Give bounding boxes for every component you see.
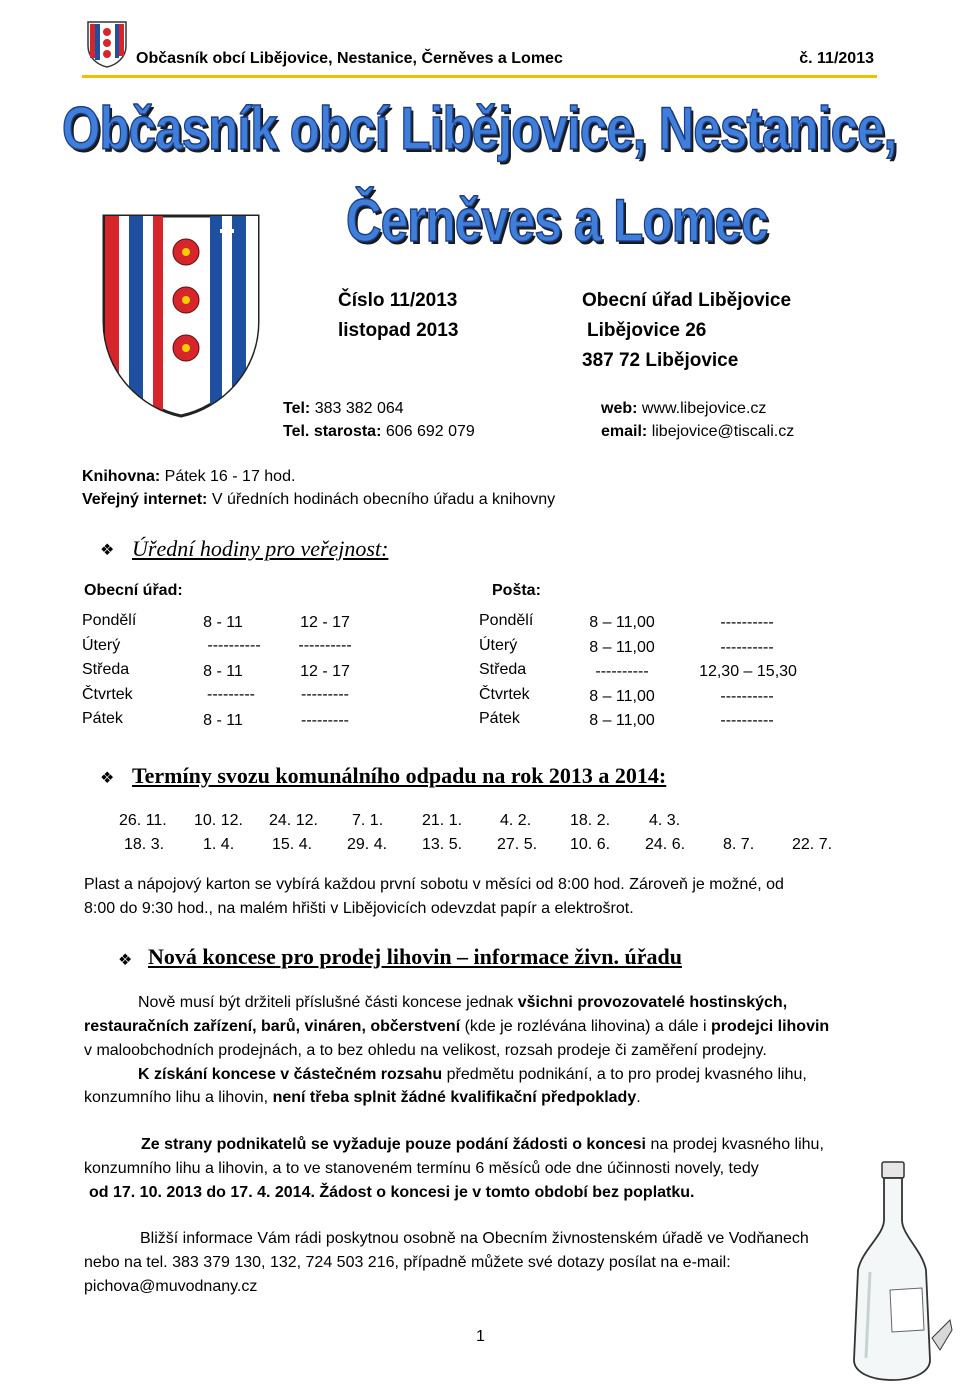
web-line: web: www.libejovice.cz (601, 400, 767, 417)
waste-date: 18. 2. (570, 812, 611, 829)
issue-date: listopad 2013 (338, 320, 459, 341)
office-street: Libějovice 26 (587, 320, 707, 341)
email-link[interactable]: libejovice@tiscali.cz (647, 423, 795, 440)
office-pm: ---------- (298, 637, 352, 654)
post-am: 8 – 11,00 (589, 688, 655, 705)
web-link[interactable]: www.libejovice.cz (637, 400, 767, 417)
office-am: --------- (207, 686, 255, 703)
post-pm: ---------- (720, 688, 774, 705)
waste-date: 29. 4. (347, 836, 388, 853)
waste-date: 4. 2. (500, 812, 532, 829)
license-p1-line3: v maloobchodních prodejnách, a to bez ohledu na velikost, rozsah prodeje či zaměření prodejny. (84, 1042, 767, 1059)
issue-number: Číslo 11/2013 (338, 290, 458, 311)
office-am: ---------- (207, 637, 261, 654)
office-am: 8 - 11 (203, 614, 243, 631)
post-pm: ---------- (720, 712, 774, 729)
waste-date: 4. 3. (649, 812, 681, 829)
post-day: Pátek (479, 710, 520, 727)
office-table-title: Obecní úřad: (84, 582, 183, 599)
license-p4-line1: Bližší informace Vám rádi poskytnou osobně na Obecním živnostenském úřadě ve Vodňanech (140, 1230, 809, 1247)
office-city: 387 72 Libějovice (582, 350, 739, 371)
header-issue: č. 11/2013 (799, 50, 874, 67)
office-name: Obecní úřad Libějovice (582, 290, 792, 311)
waste-date: 10. 6. (570, 836, 611, 853)
office-day: Pondělí (82, 612, 137, 629)
office-pm: --------- (301, 712, 349, 729)
post-day: Pondělí (479, 612, 534, 629)
header-title: Občasník obcí Libějovice, Nestanice, Černěves a Lomec (136, 50, 563, 67)
header-rule (82, 75, 877, 78)
waste-date: 27. 5. (497, 836, 538, 853)
internet-line: Veřejný internet: V úředních hodinách obecního úřadu a knihovny (82, 491, 556, 508)
waste-heading: Termíny svozu komunálního odpadu na rok 2013 a 2014: (132, 763, 667, 788)
post-am: 8 – 11,00 (589, 639, 655, 656)
diamond-bullet-icon: ❖ (100, 770, 115, 787)
license-p4-line2: nebo na tel. 383 379 130, 132, 724 503 216, případně můžete své dotazy posílat na e-mail: (84, 1254, 731, 1271)
tel-line: Tel: 383 382 064 (283, 400, 404, 417)
office-hours-heading: Úřední hodiny pro veřejnost: (132, 536, 389, 561)
waste-date: 8. 7. (723, 836, 755, 853)
library-line: Knihovna: Pátek 16 - 17 hod. (82, 468, 296, 485)
waste-date: 13. 5. (422, 836, 463, 853)
diamond-bullet-icon: ❖ (118, 952, 133, 969)
post-day: Úterý (479, 637, 518, 654)
post-pm: ---------- (720, 614, 774, 631)
waste-note-line2: 8:00 do 9:30 hod., na malém hřišti v Libějovicích odevzdat papír a elektrošrot. (84, 900, 634, 917)
license-heading: Nová koncese pro prodej lihovin – informace živn. úřadu (148, 944, 682, 969)
starosta-line: Tel. starosta: 606 692 079 (283, 423, 475, 440)
contact-email-link[interactable]: pichova@muvodnany.cz (84, 1278, 258, 1295)
post-am: ---------- (595, 663, 649, 680)
waste-date: 21. 1. (422, 812, 463, 829)
masthead-line2: Černěves a Lomec (346, 187, 768, 254)
office-day: Úterý (82, 637, 121, 654)
waste-note-line1: Plast a nápojový karton se vybírá každou první sobotu v měsíci od 8:00 hod. Zároveň je možné, od (84, 876, 784, 893)
office-day: Středa (82, 661, 130, 678)
diamond-bullet-icon: ❖ (100, 542, 115, 559)
post-pm: ---------- (720, 639, 774, 656)
email-line: email: libejovice@tiscali.cz (601, 423, 795, 440)
waste-date: 1. 4. (203, 836, 235, 853)
license-p3-line1: Ze strany podnikatelů se vyžaduje pouze podání žádosti o koncesi na prodej kvasného lihu, (141, 1136, 824, 1153)
license-p2-line1: K získání koncese v částečném rozsahu předmětu podnikání, a to pro prodej kvasného lihu, (138, 1066, 807, 1083)
masthead-line1: Občasník obcí Libějovice, Nestanice, (62, 95, 897, 162)
post-am: 8 – 11,00 (589, 614, 655, 631)
license-p3-line2: konzumního lihu a lihovin, a to ve stanoveném termínu 6 měsíců ode dne účinnosti novely, tedy (84, 1160, 759, 1177)
waste-date: 26. 11. (119, 812, 167, 829)
post-table-title: Pošta: (492, 582, 541, 599)
license-p1-line2: restauračních zařízení, barů, vináren, občerstvení (kde je rozlévána lihovina) a dále i prodejci lihovin (84, 1018, 830, 1035)
post-day: Čtvrtek (479, 686, 530, 703)
post-am: 8 – 11,00 (589, 712, 655, 729)
office-am: 8 - 11 (203, 712, 243, 729)
office-pm: --------- (301, 686, 349, 703)
waste-date: 22. 7. (792, 836, 833, 853)
license-p2-line2: konzumního lihu a lihovin, není třeba splnit žádné kvalifikační předpoklady. (84, 1089, 641, 1106)
crest-small-icon (86, 20, 128, 68)
post-pm: 12,30 – 15,30 (699, 663, 797, 680)
page-number: 1 (476, 1328, 485, 1345)
office-pm: 12 - 17 (300, 663, 350, 680)
waste-date: 10. 12. (194, 812, 243, 829)
waste-date: 24. 6. (645, 836, 686, 853)
office-pm: 12 - 17 (300, 614, 350, 631)
office-am: 8 - 11 (203, 663, 243, 680)
license-p1-line1: Nově musí být držiteli příslušné části koncese jednak všichni provozovatelé hostinských, (138, 994, 788, 1011)
waste-date: 7. 1. (352, 812, 384, 829)
waste-date: 15. 4. (272, 836, 313, 853)
post-day: Středa (479, 661, 527, 678)
office-day: Pátek (82, 710, 123, 727)
license-p3-line3: od 17. 10. 2013 do 17. 4. 2014. Žádost o koncesi je v tomto období bez poplatku. (89, 1184, 695, 1201)
waste-date: 18. 3. (124, 836, 165, 853)
bottle-icon (840, 1160, 955, 1385)
crest-icon (100, 212, 262, 420)
office-day: Čtvrtek (82, 686, 133, 703)
waste-date: 24. 12. (269, 812, 318, 829)
